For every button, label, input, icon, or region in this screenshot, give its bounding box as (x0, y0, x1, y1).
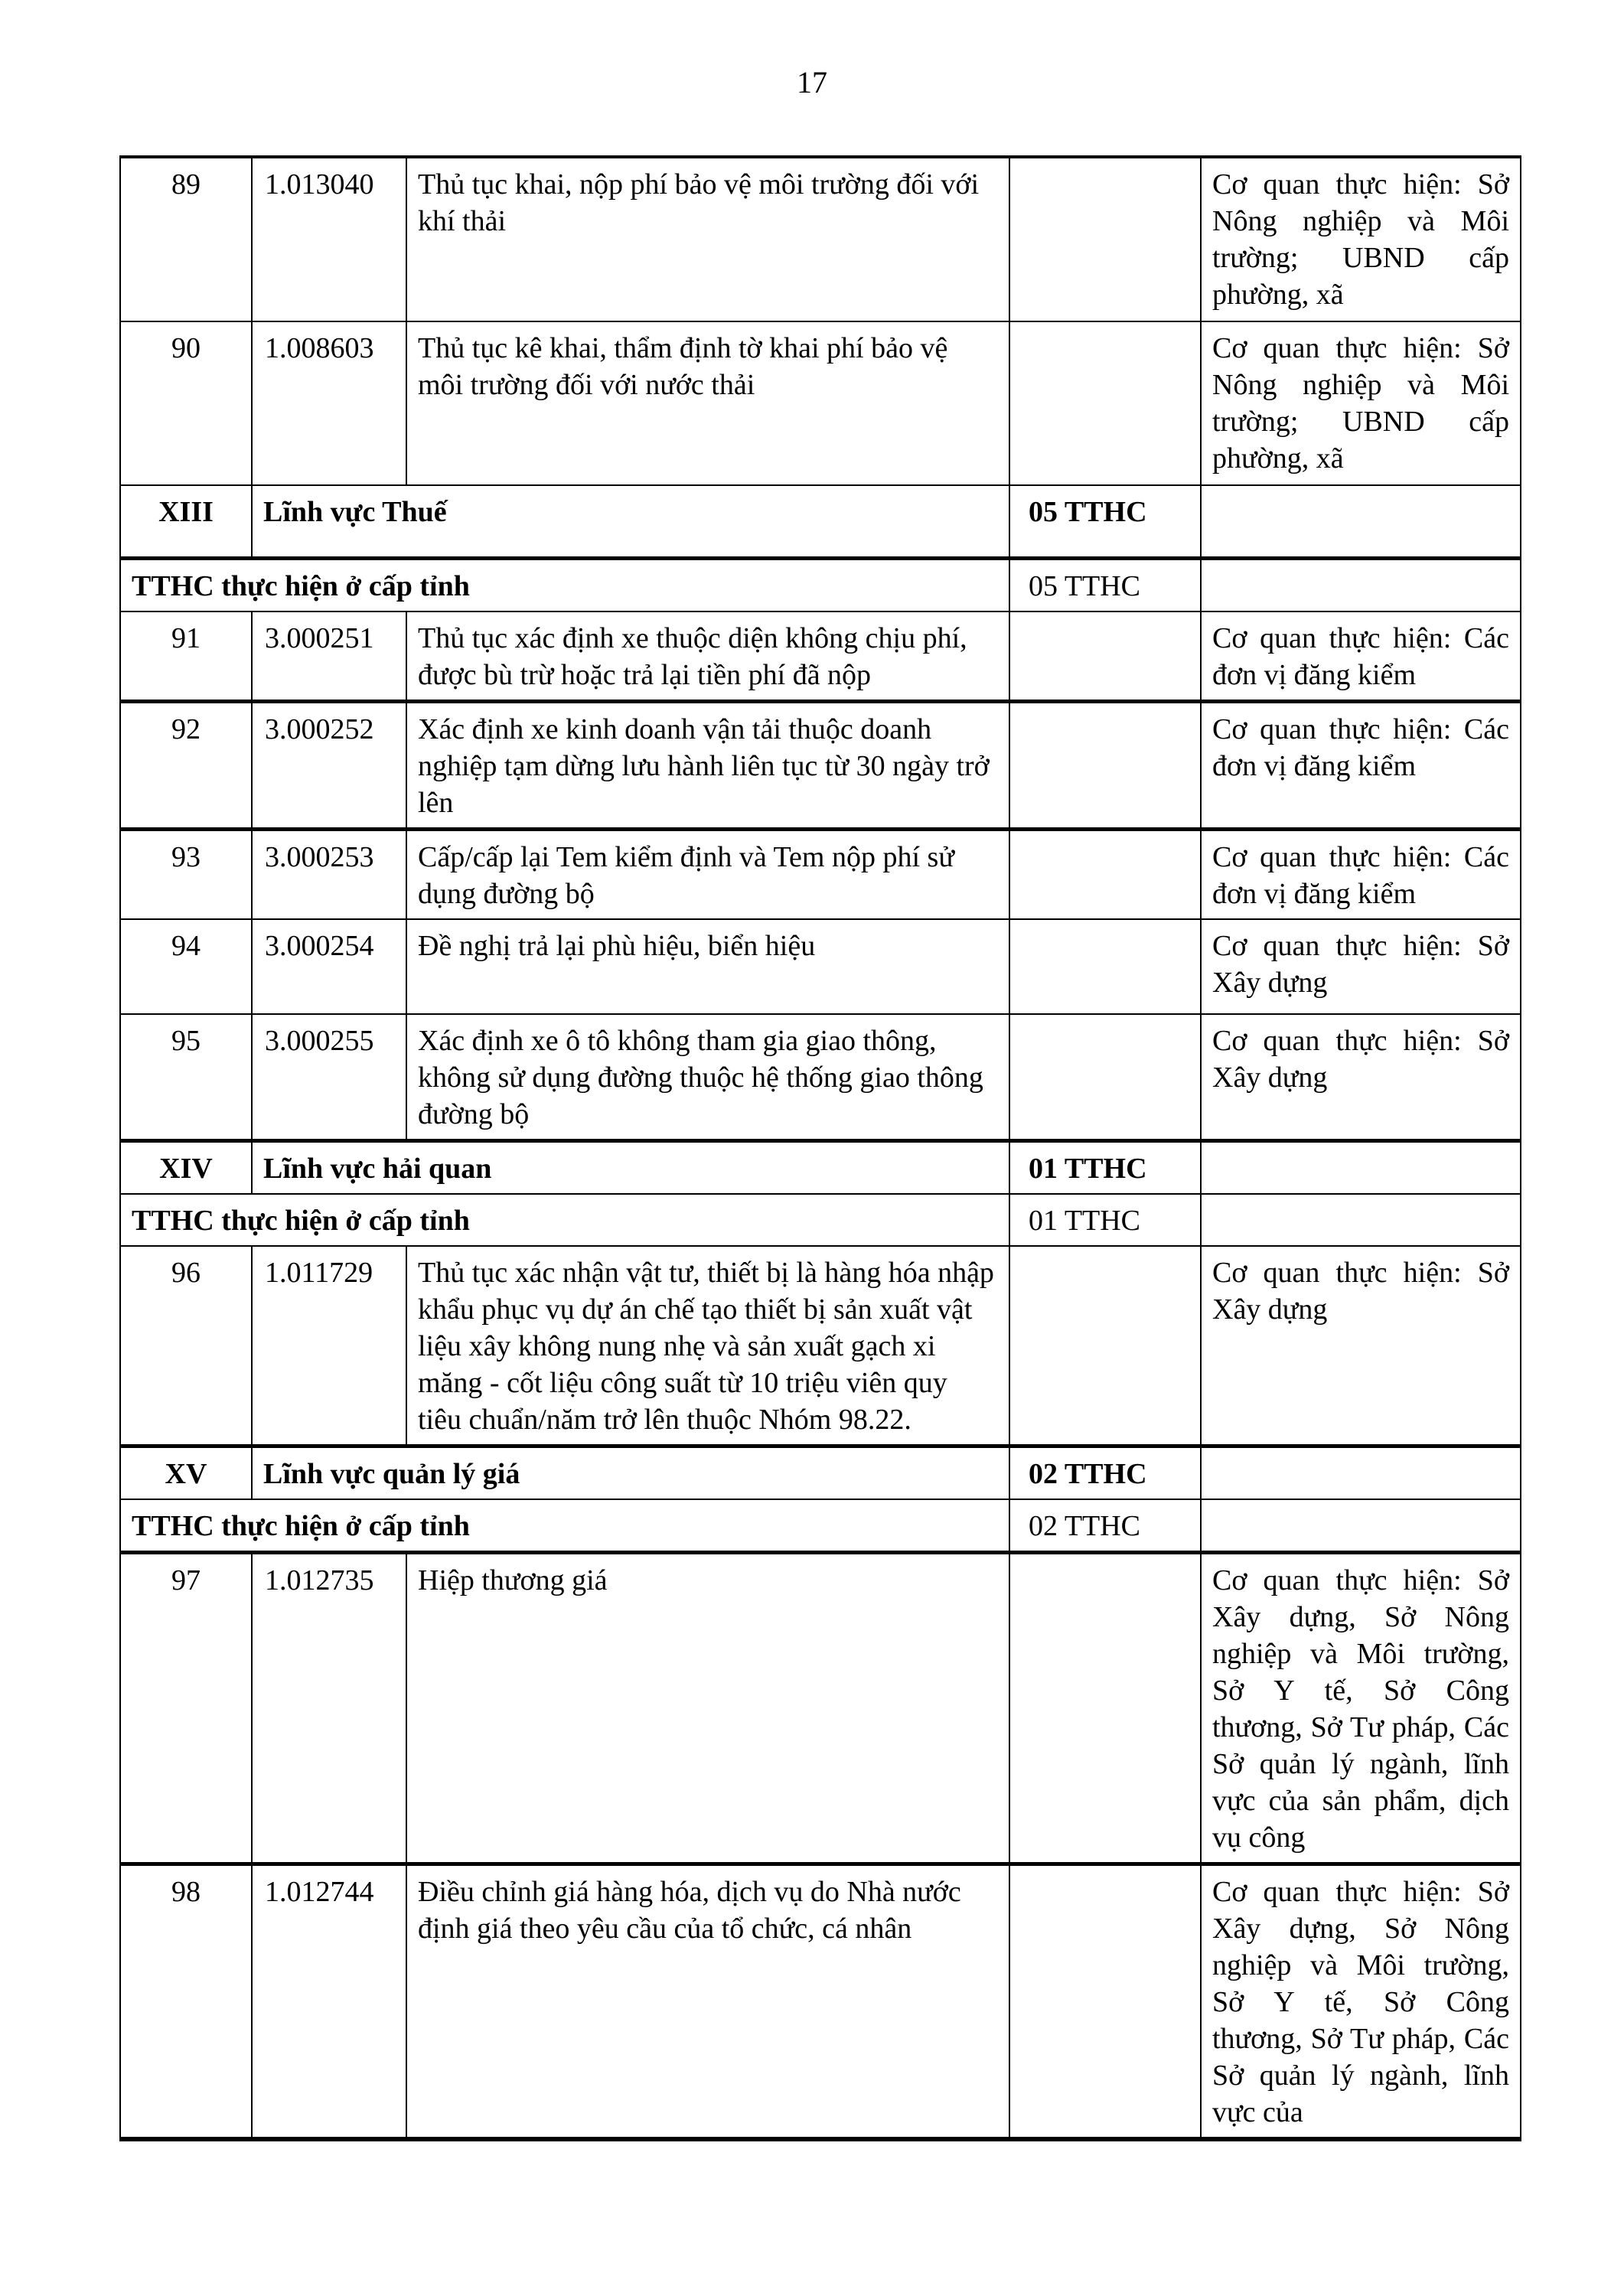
agency-cell (1202, 560, 1520, 611)
procedure-code-cell: 3.000253 (253, 831, 407, 918)
procedure-name-cell: Cấp/cấp lại Tem kiểm định và Tem nộp phí sử dụng đường bộ (407, 831, 1010, 918)
table-row (121, 827, 1520, 918)
agency-cell (1202, 1448, 1520, 1499)
procedure-code-cell: 3.000251 (253, 612, 407, 700)
tthc-count-cell (1010, 322, 1202, 484)
procedure-code-cell: 3.000252 (253, 703, 407, 827)
section-row (121, 1444, 1520, 1499)
agency-cell (1202, 486, 1520, 556)
subsection-row (121, 1499, 1520, 1551)
agency-cell: Cơ quan thực hiện: Sở Xây dựng (1212, 1257, 1509, 1326)
section-title-cell: Lĩnh vực Thuế (253, 486, 1010, 556)
tthc-count-cell (1010, 1866, 1202, 2137)
section-numeral-cell: XIV (121, 1143, 253, 1193)
subsection-label-cell: TTHC thực hiện ở cấp tỉnh (121, 1500, 1010, 1551)
tthc-count-cell (1010, 1554, 1202, 1862)
table-row (121, 321, 1520, 484)
tthc-count-cell: 01 TTHC (1010, 1195, 1202, 1245)
table-row (121, 700, 1520, 827)
procedure-name-cell: Điều chỉnh giá hàng hóa, dịch vụ do Nhà nước định giá theo yêu cầu của tổ chức, cá nhân (407, 1866, 1010, 2137)
row-number-cell: 93 (121, 831, 253, 918)
procedure-code-cell: 1.008603 (253, 322, 407, 484)
page-number: 17 (797, 65, 827, 99)
procedure-name-cell: Đề nghị trả lại phù hiệu, biển hiệu (407, 920, 1010, 1013)
tthc-count-cell (1010, 831, 1202, 918)
table-row (121, 918, 1520, 1013)
agency-cell: Cơ quan thực hiện: Các đơn vị đăng kiểm (1212, 622, 1509, 691)
agency-cell: Cơ quan thực hiện: Sở Xây dựng, Sở Nông nghiệp và Môi trường, Sở Y tế, Sở Công thương, Sở Tư pháp, Các Sở quản lý ngành, lĩnh vực của (1212, 1876, 1509, 2128)
table-row (121, 1245, 1520, 1444)
procedure-name-cell: Thủ tục xác định xe thuộc diện không chịu phí, được bù trừ hoặc trả lại tiền phí đã nộp (407, 612, 1010, 700)
row-number-cell: 98 (121, 1866, 253, 2137)
row-number-cell: 89 (121, 158, 253, 321)
section-title-cell: Lĩnh vực hải quan (253, 1143, 1010, 1193)
subsection-row (121, 556, 1520, 611)
row-number-cell: 91 (121, 612, 253, 700)
row-number-cell: 97 (121, 1554, 253, 1862)
agency-cell: Cơ quan thực hiện: Sở Nông nghiệp và Môi trường; UBND cấp phường, xã (1212, 332, 1509, 475)
tthc-count-cell (1010, 1015, 1202, 1139)
agency-cell: Cơ quan thực hiện: Sở Xây dựng, Sở Nông nghiệp và Môi trường, Sở Y tế, Sở Công thương, Sở Tư pháp, Các Sở quản lý ngành, lĩnh vực của sản phẩm, dịch vụ công (1212, 1564, 1509, 1854)
procedure-code-cell: 1.013040 (253, 158, 407, 321)
agency-cell (1202, 1195, 1520, 1245)
agency-cell: Cơ quan thực hiện: Sở Nông nghiệp và Môi trường; UBND cấp phường, xã (1212, 168, 1509, 311)
table-row (121, 1551, 1520, 1862)
procedure-name-cell: Hiệp thương giá (407, 1554, 1010, 1862)
procedure-name-cell: Xác định xe kinh doanh vận tải thuộc doanh nghiệp tạm dừng lưu hành liên tục từ 30 ngày trở lên (407, 703, 1010, 827)
agency-cell: Cơ quan thực hiện: Sở Xây dựng (1212, 1025, 1509, 1094)
procedure-name-cell: Thủ tục xác nhận vật tư, thiết bị là hàng hóa nhập khẩu phục vụ dự án chế tạo thiết bị sản xuất vật liệu xây không nung nhẹ và sản xuất gạch xi măng - cốt liệu công suất từ 10 triệu viên quy tiêu chuẩn/năm trở lên thuộc Nhóm 98.22. (407, 1247, 1010, 1444)
procedure-code-cell: 3.000254 (253, 920, 407, 1013)
section-numeral-cell: XIII (121, 486, 253, 556)
procedure-name-cell: Thủ tục kê khai, thẩm định tờ khai phí bảo vệ môi trường đối với nước thải (407, 322, 1010, 484)
agency-cell: Cơ quan thực hiện: Các đơn vị đăng kiểm (1212, 841, 1509, 910)
table-row (121, 1013, 1520, 1139)
subsection-row (121, 1193, 1520, 1245)
row-number-cell: 96 (121, 1247, 253, 1444)
section-title-cell: Lĩnh vực quản lý giá (253, 1448, 1010, 1499)
procedure-code-cell: 1.011729 (253, 1247, 407, 1444)
section-row (121, 484, 1520, 556)
row-number-cell: 95 (121, 1015, 253, 1139)
procedures-table (119, 155, 1521, 2141)
section-row (121, 1139, 1520, 1193)
table-row (121, 611, 1520, 700)
row-number-cell: 94 (121, 920, 253, 1013)
procedure-name-cell: Xác định xe ô tô không tham gia giao thông, không sử dụng đường thuộc hệ thống giao thông đường bộ (407, 1015, 1010, 1139)
tthc-count-cell (1010, 703, 1202, 827)
procedure-name-cell: Thủ tục khai, nộp phí bảo vệ môi trường đối với khí thải (407, 158, 1010, 321)
table-row (121, 1862, 1520, 2137)
tthc-count-cell (1010, 612, 1202, 700)
tthc-count-cell: 02 TTHC (1010, 1500, 1202, 1551)
tthc-count-cell (1010, 158, 1202, 321)
subsection-label-cell: TTHC thực hiện ở cấp tỉnh (121, 560, 1010, 611)
tthc-count-cell: 02 TTHC (1010, 1448, 1202, 1499)
table-row (121, 158, 1520, 321)
agency-cell: Cơ quan thực hiện: Các đơn vị đăng kiểm (1212, 713, 1509, 782)
section-numeral-cell: XV (121, 1448, 253, 1499)
tthc-count-cell (1010, 920, 1202, 1013)
tthc-count-cell: 01 TTHC (1010, 1143, 1202, 1193)
procedure-code-cell: 1.012744 (253, 1866, 407, 2137)
subsection-label-cell: TTHC thực hiện ở cấp tỉnh (121, 1195, 1010, 1245)
tthc-count-cell: 05 TTHC (1010, 560, 1202, 611)
tthc-count-cell: 05 TTHC (1010, 486, 1202, 556)
procedure-code-cell: 3.000255 (253, 1015, 407, 1139)
agency-cell: Cơ quan thực hiện: Sở Xây dựng (1212, 930, 1509, 999)
tthc-count-cell (1010, 1247, 1202, 1444)
row-number-cell: 90 (121, 322, 253, 484)
agency-cell (1202, 1500, 1520, 1551)
agency-cell (1202, 1143, 1520, 1193)
procedure-code-cell: 1.012735 (253, 1554, 407, 1862)
row-number-cell: 92 (121, 703, 253, 827)
